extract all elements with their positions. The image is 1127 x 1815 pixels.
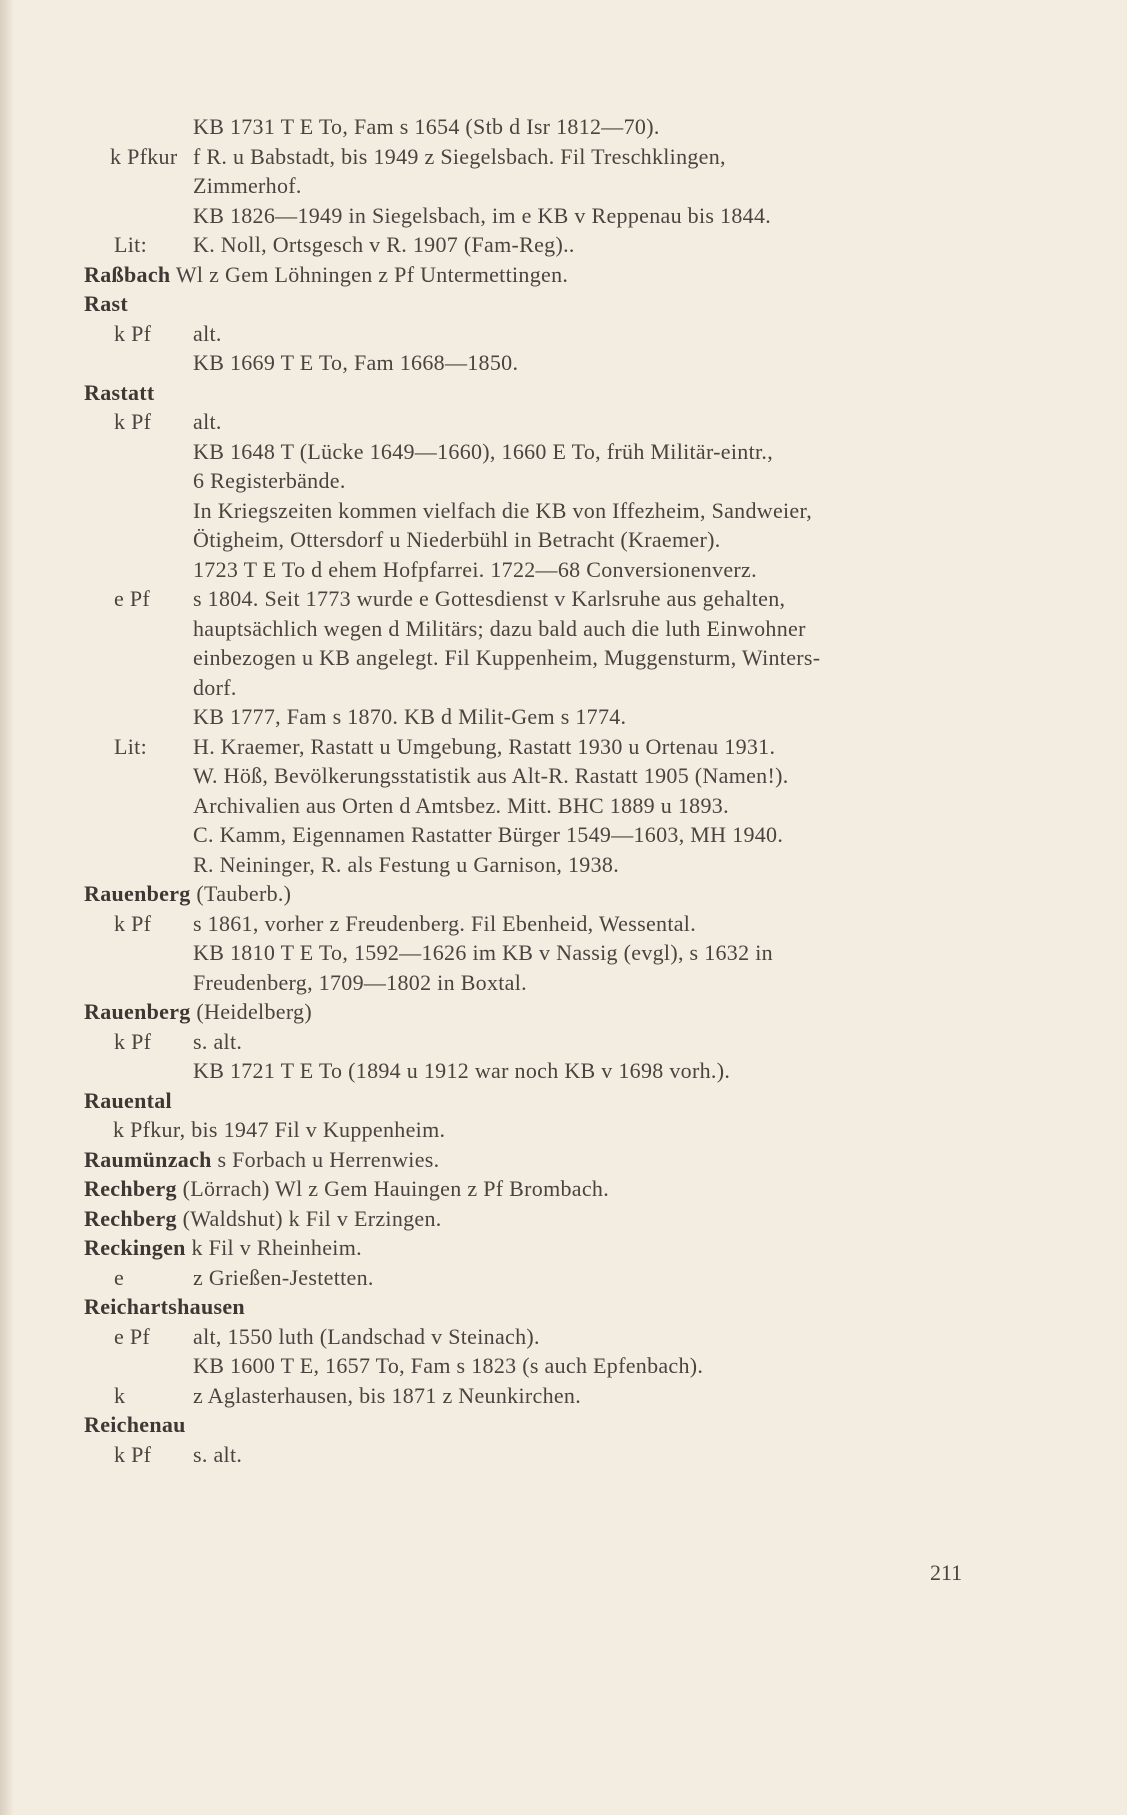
entry-line: hauptsächlich wegen d Militärs; dazu bald auch die luth Einwohner	[193, 615, 806, 641]
entry-line: k Pfkur f R. u Babstadt, bis 1949 z Siegelsbach. Fil Treschklingen,	[110, 143, 726, 169]
page-edge-shadow	[0, 0, 14, 1815]
entry-line: In Kriegszeiten kommen vielfach die KB von Iffezheim, Sandweier,	[193, 497, 813, 523]
entry-line: e Pf alt, 1550 luth (Landschad v Steinach).	[114, 1323, 540, 1349]
entry-line: k Pf alt.	[114, 409, 222, 434]
place-name: Reichartshausen	[84, 1294, 245, 1319]
entry-line: k Pf s. alt.	[114, 1028, 243, 1054]
entry-line: KB 1731 T E To, Fam s 1654 (Stb d Isr 1812—70).	[193, 114, 660, 139]
place-name: Reichenau	[84, 1412, 186, 1437]
entry-line: 1723 T E To d ehem Hofpfarrei. 1722—68 Conversionenverz.	[193, 556, 757, 582]
place-entry-rauental	[84, 1086, 984, 1116]
place-name: Rast	[84, 291, 128, 316]
place-entry-reichartshausen	[84, 1292, 984, 1322]
entry-line: einbezogen u KB angelegt. Fil Kuppenheim, Muggensturm, Winters-	[193, 645, 821, 670]
place-name: Rauental	[84, 1087, 172, 1113]
entry-line: 6 Registerbände.	[193, 468, 346, 493]
place-name: Rechberg	[84, 1176, 177, 1201]
place-entry-rastatt	[84, 378, 984, 408]
place-entry-rauenberg-heidelberg: Rauenberg (Heidelberg)	[84, 999, 312, 1024]
gazetteer-entries	[84, 112, 984, 1469]
lit-line: W. Höß, Bevölkerungsstatistik aus Alt-R. Rastatt 1905 (Namen!).	[193, 763, 789, 788]
lit-line: R. Neininger, R. als Festung u Garnison, 1938.	[193, 851, 619, 877]
place-name: Raßbach	[84, 261, 171, 287]
lit-line: C. Kamm, Eigennamen Rastatter Bürger 1549—1603, MH 1940.	[193, 822, 784, 847]
place-name: Raumünzach	[84, 1146, 212, 1172]
lit-line: Lit: K. Noll, Ortsgesch v R. 1907 (Fam-Reg)..	[114, 232, 575, 257]
entry-line: e Pf s 1804. Seit 1773 wurde e Gottesdienst v Karlsruhe aus gehalten,	[114, 586, 786, 611]
entry-line: KB 1721 T E To (1894 u 1912 war noch KB v 1698 vorh.).	[193, 1058, 731, 1083]
page-number: 211	[930, 1560, 963, 1585]
place-name: Rastatt	[84, 379, 155, 405]
entry-line: Ötigheim, Ottersdorf u Niederbühl in Betracht (Kraemer).	[193, 527, 721, 552]
entry-line: k Pf s 1861, vorher z Freudenberg. Fil Ebenheid, Wessental.	[114, 910, 697, 936]
entry-line: KB 1600 T E, 1657 To, Fam s 1823 (s auch Epfenbach).	[193, 1353, 704, 1378]
entry-line: e z Grießen-Jestetten.	[114, 1264, 374, 1290]
entry-line: KB 1669 T E To, Fam 1668—1850.	[193, 350, 519, 375]
entry-line: KB 1648 T (Lücke 1649—1660), 1660 E To, früh Militär-eintr.,	[193, 438, 774, 464]
place-entry-rechberg-loerrach: Rechberg (Lörrach) Wl z Gem Hauingen z Pf Brombach.	[84, 1176, 610, 1201]
entry-line: dorf.	[193, 674, 237, 700]
place-name: Rechberg	[84, 1205, 177, 1231]
entry-line: Zimmerhof.	[193, 173, 302, 198]
entry-line: k Pf s. alt.	[114, 1441, 243, 1467]
place-name: Reckingen	[84, 1235, 186, 1260]
entry-line: Freudenberg, 1709—1802 in Boxtal.	[193, 969, 527, 995]
entry-line: k Pfkur, bis 1947 Fil v Kuppenheim.	[113, 1117, 446, 1142]
entry-line: k z Aglasterhausen, bis 1871 z Neunkirchen.	[114, 1382, 582, 1408]
place-entry-reichenau	[84, 1410, 984, 1440]
place-entry-rassbach: Raßbach Wl z Gem Löhningen z Pf Untermettingen.	[84, 261, 569, 287]
entry-line: k Pf alt.	[114, 320, 222, 346]
entry-line: KB 1777, Fam s 1870. KB d Milit-Gem s 1774.	[193, 704, 627, 729]
lit-line: Archivalien aus Orten d Amtsbez. Mitt. BHC 1889 u 1893.	[193, 792, 729, 818]
place-entry-reckingen: Reckingen k Fil v Rheinheim.	[84, 1235, 362, 1260]
place-entry-rauenberg-tauberb: Rauenberg (Tauberb.)	[84, 881, 292, 906]
place-entry-rechberg-waldshut: Rechberg (Waldshut) k Fil v Erzingen.	[84, 1205, 442, 1231]
entry-line: KB 1810 T E To, 1592—1626 im KB v Nassig (evgl), s 1632 in	[193, 940, 773, 965]
lit-line: Lit: H. Kraemer, Rastatt u Umgebung, Rastatt 1930 u Ortenau 1931.	[114, 733, 776, 759]
entry-line: KB 1826—1949 in Siegelsbach, im e KB v Reppenau bis 1844.	[193, 202, 772, 228]
place-name: Rauenberg	[84, 999, 191, 1024]
place-name: Rauenberg	[84, 881, 191, 906]
place-entry-rast	[84, 289, 984, 319]
place-entry-raumuenzach: Raumünzach s Forbach u Herrenwies.	[84, 1146, 440, 1172]
